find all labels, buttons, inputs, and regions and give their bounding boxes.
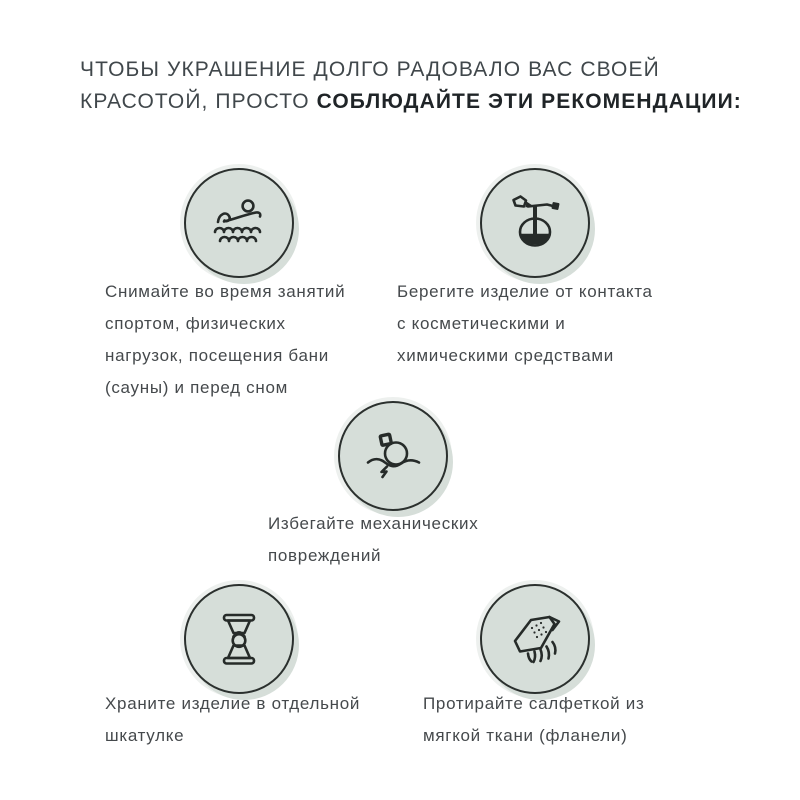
text-line: Храните изделие в отдельной (105, 694, 361, 713)
text-line: Избегайте механических (268, 514, 479, 533)
text-line: (сауны) и перед сном (105, 378, 289, 397)
recommendation-text-wipe (423, 688, 753, 752)
title-line1: ЧТОБЫ УКРАШЕНИЕ ДОЛГО РАДОВАЛО ВАС СВОЕЙ (80, 58, 660, 81)
recommendation-text-cosmetics (397, 276, 717, 372)
recommendation-text-swim (105, 276, 415, 404)
title-line2-bold: СОБЛЮДАЙТЕ ЭТИ РЕКОМЕНДАЦИИ: (316, 90, 742, 113)
wipe-cloth-icon (503, 607, 567, 671)
recommendation-text-storage (105, 688, 435, 752)
text-line: шкатулке (105, 726, 185, 745)
text-line: химическими средствами (397, 346, 614, 365)
text-line: мягкой ткани (фланели) (423, 726, 628, 745)
icon-badge-swim (184, 168, 294, 278)
text-line: спортом, физических (105, 314, 286, 333)
jewelry-box-icon (207, 607, 271, 671)
text-line: Берегите изделие от контакта (397, 282, 653, 301)
text-line: Протирайте салфеткой из (423, 694, 645, 713)
icon-badge-wipe (480, 584, 590, 694)
icon-badge-cosmetics (480, 168, 590, 278)
perfume-atomizer-icon (503, 191, 567, 255)
page-title (80, 54, 742, 118)
text-line: нагрузок, посещения бани (105, 346, 329, 365)
title-line2-regular: КРАСОТОЙ, ПРОСТО (80, 90, 317, 113)
swimmer-icon (207, 191, 271, 255)
icon-badge-mechanical (338, 401, 448, 511)
recommendation-text-mechanical (268, 508, 568, 572)
text-line: Снимайте во время занятий (105, 282, 346, 301)
text-line: повреждений (268, 546, 382, 565)
icon-badge-storage (184, 584, 294, 694)
ring-damage-icon (361, 424, 425, 488)
text-line: с косметическими и (397, 314, 566, 333)
